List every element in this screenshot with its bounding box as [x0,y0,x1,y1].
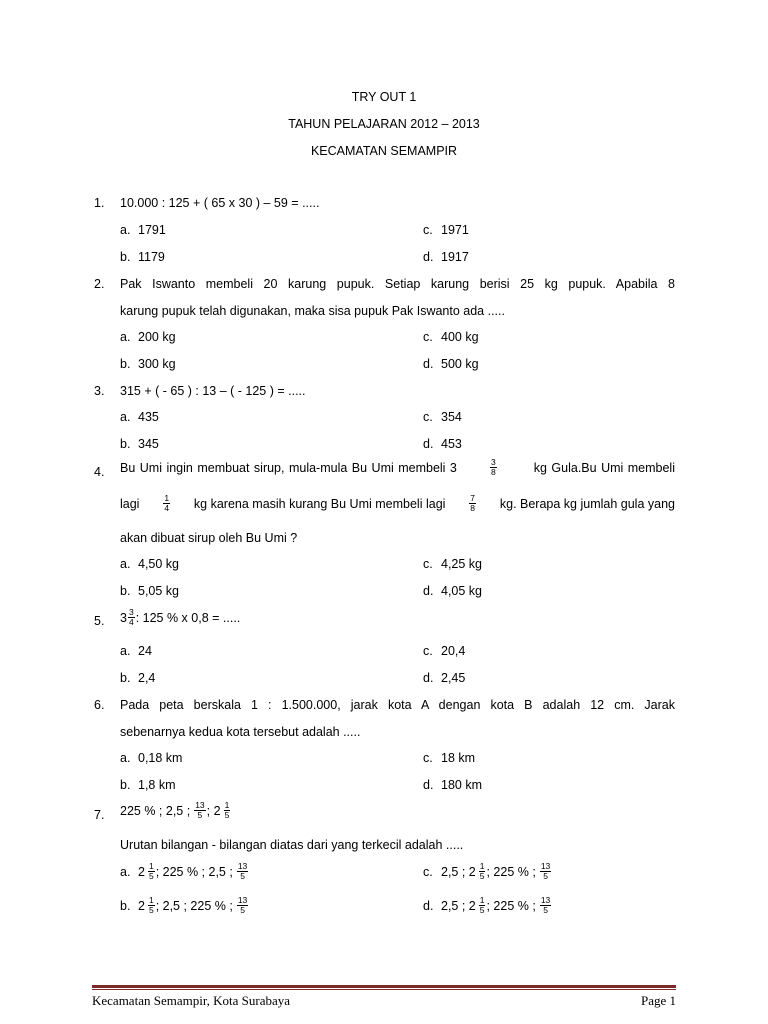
option-c: c. 18 km [423,751,476,765]
question-text-cont: karung pupuk telah digunakan, maka sisa pupuk Pak Iswanto ada ..... [120,304,505,318]
question-text-cont: sebenarnya kedua kota tersebut adalah ..... [120,725,361,739]
fraction-thirteen-fifths: $\frac{13}{5}$ [195,800,205,820]
fraction-thirteen-fifths: $\frac{13}{5}$ [237,861,248,881]
footer-rule-thin [92,989,676,990]
question-text-cont: Urutan bilangan - bilangan diatas dari yang terkecil adalah ..... [120,838,464,852]
option-d: d. 4,05 kg [423,584,483,598]
option-d: d. 180 km [423,778,482,792]
page-number: Page 1 [640,993,676,1008]
question-text: Bu Umi ingin membuat sirup, mula-mula Bu Umi membeli 3 $\frac{3}{8}$ kg Gula.Bu Umi membeli [120,457,675,477]
fraction-seven-eighths: $\frac{7}{8}$ [470,493,476,513]
option-d: d. 2,5 ; 2 $\frac{1}{5}$ ; 225 % ; $\frac{13}{5}$ [423,895,551,915]
fraction-one-fifth: $\frac{1}{5}$ [224,800,230,820]
option-c: c. 400 kg [423,330,479,344]
option-a: a. 1791 [120,223,166,237]
question-text-cont: lagi $\frac{1}{4}$ kg karena masih kurang Bu Umi membeli lagi $\frac{7}{8}$ kg. Berapa kg jumlah gula yang [120,493,675,513]
option-c: c. 1971 [423,223,469,237]
question-number: 7. [94,808,105,822]
question-number: 6. [94,698,105,712]
doc-year: TAHUN PELAJARAN 2012 – 2013 [288,117,480,131]
question-text: 3 $\frac{3}{4}$ : 125 % x 0,8 = ..... [120,607,241,627]
question-number: 2. [94,277,105,291]
option-c: c. 4,25 kg [423,557,483,571]
fraction-one-fifth: $\frac{1}{5}$ [479,861,485,881]
option-b: b. 1179 [120,250,165,264]
fraction-one-fifth: $\frac{1}{5}$ [148,895,154,915]
option-a: a. 200 kg [120,330,176,344]
fraction-thirteen-fifths: $\frac{13}{5}$ [540,861,551,881]
question-number: 5. [94,614,105,628]
option-b: b. 2,4 [120,671,156,685]
question-number: 1. [94,196,105,210]
option-a: a. 2 $\frac{1}{5}$ ; 225 % ; 2,5 ; $\frac{13}{5}$ [120,861,248,881]
question-text: Pada peta berskala 1 : 1.500.000, jarak kota A dengan kota B adalah 12 cm. Jarak [120,698,675,712]
question-number: 3. [94,384,105,398]
option-d: d. 2,45 [423,671,466,685]
doc-title: TRY OUT 1 [351,90,417,104]
option-a: a. 24 [120,644,152,658]
option-b: b. 300 kg [120,357,176,371]
fraction-one-fifth: $\frac{1}{5}$ [479,895,485,915]
fraction-one-fifth: $\frac{1}{5}$ [148,861,154,881]
option-d: d. 500 kg [423,357,479,371]
fraction-three-quarters: $\frac{3}{4}$ [128,607,134,627]
option-b: b. 5,05 kg [120,584,180,598]
doc-district: KECAMATAN SEMAMPIR [310,144,458,158]
fraction-thirteen-fifths: $\frac{13}{5}$ [237,895,248,915]
option-b: b. 2 $\frac{1}{5}$ ; 2,5 ; 225 % ; $\frac{13}{5}$ [120,895,248,915]
footer-rule [92,985,676,988]
option-c: c. 2,5 ; 2 $\frac{1}{5}$ ; 225 % ; $\frac{13}{5}$ [423,861,551,881]
option-a: a. 435 [120,410,159,424]
option-d: d. 453 [423,437,462,451]
option-c: c. 354 [423,410,462,424]
option-c: c. 20,4 [423,644,466,658]
option-b: b. 1,8 km [120,778,176,792]
fraction-three-eighths: $\frac{3}{8}$ [490,457,496,477]
question-number: 4. [94,465,105,479]
question-text: 315 + ( - 65 ) : 13 – ( - 125 ) = ..... [120,384,306,398]
option-a: a. 4,50 kg [120,557,180,571]
option-a: a. 0,18 km [120,751,183,765]
option-d: d. 1917 [423,250,469,264]
option-b: b. 345 [120,437,159,451]
question-text: Pak Iswanto membeli 20 karung pupuk. Setiap karung berisi 25 kg pupuk. Apabila 8 [120,277,675,291]
fraction-thirteen-fifths: $\frac{13}{5}$ [540,895,551,915]
footer-location: Kecamatan Semampir, Kota Surabaya [92,993,291,1008]
question-text: 10.000 : 125 + ( 65 x 30 ) – 59 = ..... [120,196,320,210]
fraction-one-quarter: $\frac{1}{4}$ [164,493,170,513]
question-text-cont: akan dibuat sirup oleh Bu Umi ? [120,531,298,545]
question-text: 225 % ; 2,5 ; $\frac{13}{5}$ ; 2 $\frac{1}{5}$ [120,800,230,820]
